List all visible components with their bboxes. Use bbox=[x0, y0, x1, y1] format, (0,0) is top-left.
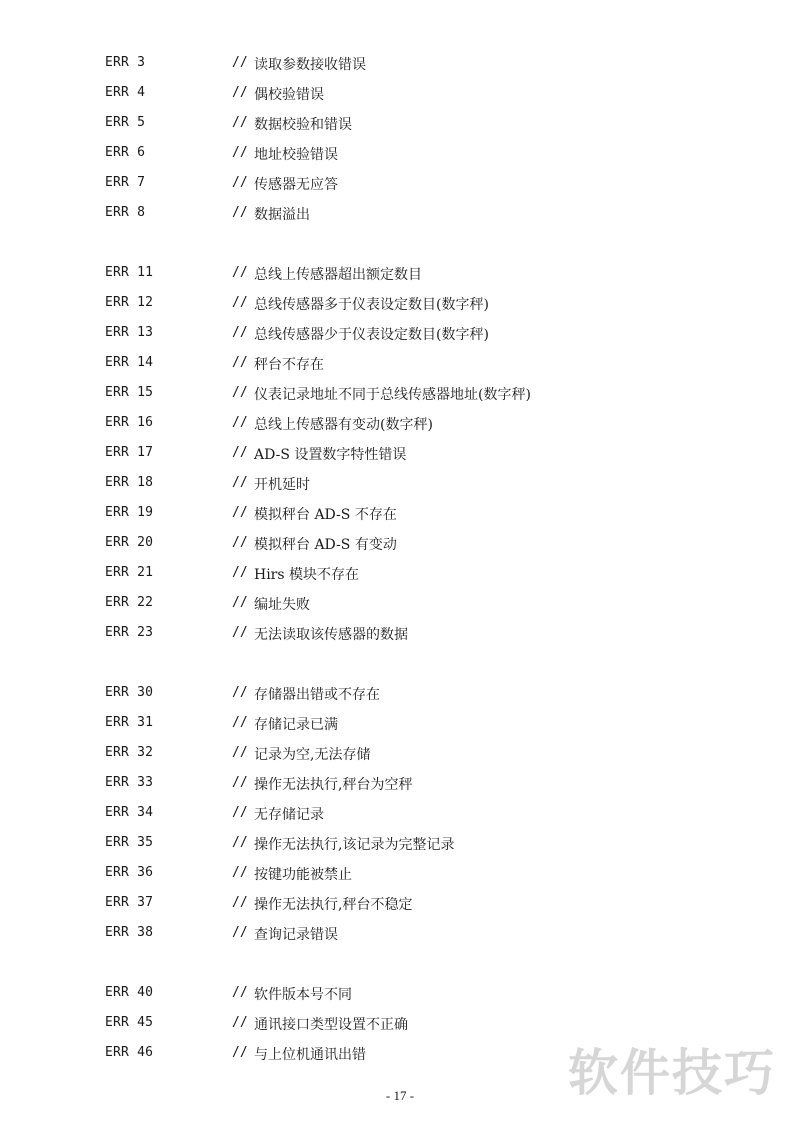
error-row bbox=[0, 258, 800, 288]
error-row bbox=[0, 978, 800, 1008]
comment-separator: // bbox=[232, 985, 248, 1000]
error-row bbox=[0, 48, 800, 78]
error-code: ERR 38 bbox=[105, 925, 154, 940]
error-description: 按键功能被禁止 bbox=[254, 867, 352, 883]
error-row bbox=[0, 588, 800, 618]
comment-separator: // bbox=[232, 355, 248, 370]
error-description: 存储记录已满 bbox=[254, 717, 338, 733]
error-code: ERR 30 bbox=[105, 685, 154, 700]
error-row bbox=[0, 318, 800, 348]
error-description: 仪表记录地址不同于总线传感器地址(数字秤) bbox=[254, 387, 531, 403]
error-description: 编址失败 bbox=[254, 597, 310, 613]
error-code: ERR 8 bbox=[105, 205, 146, 220]
comment-separator: // bbox=[232, 505, 248, 520]
comment-separator: // bbox=[232, 445, 248, 460]
error-code: ERR 12 bbox=[105, 295, 154, 310]
error-description: 秤台不存在 bbox=[254, 357, 324, 373]
error-description: 地址校验错误 bbox=[254, 147, 338, 163]
error-row bbox=[0, 168, 800, 198]
comment-separator: // bbox=[232, 715, 248, 730]
comment-separator: // bbox=[232, 55, 248, 70]
comment-separator: // bbox=[232, 145, 248, 160]
comment-separator: // bbox=[232, 685, 248, 700]
error-description: 数据校验和错误 bbox=[254, 117, 352, 133]
error-row bbox=[0, 438, 800, 468]
comment-separator: // bbox=[232, 175, 248, 190]
error-code: ERR 16 bbox=[105, 415, 154, 430]
error-code: ERR 35 bbox=[105, 835, 154, 850]
comment-separator: // bbox=[232, 295, 248, 310]
error-description: 开机延时 bbox=[254, 477, 310, 493]
error-description: AD-S 设置数字特性错误 bbox=[254, 447, 407, 463]
error-code: ERR 5 bbox=[105, 115, 146, 130]
error-row bbox=[0, 378, 800, 408]
comment-separator: // bbox=[232, 475, 248, 490]
error-description: 总线上传感器有变动(数字秤) bbox=[254, 417, 433, 433]
comment-separator: // bbox=[232, 595, 248, 610]
error-code: ERR 22 bbox=[105, 595, 154, 610]
error-description: 无存储记录 bbox=[254, 807, 324, 823]
error-code: ERR 36 bbox=[105, 865, 154, 880]
error-code: ERR 33 bbox=[105, 775, 154, 790]
error-description: 总线上传感器超出额定数目 bbox=[254, 267, 422, 283]
error-row bbox=[0, 918, 800, 948]
error-code: ERR 37 bbox=[105, 895, 154, 910]
error-row bbox=[0, 858, 800, 888]
error-code: ERR 32 bbox=[105, 745, 154, 760]
comment-separator: // bbox=[232, 745, 248, 760]
error-description: 操作无法执行,该记录为完整记录 bbox=[254, 837, 455, 853]
error-description: 存储器出错或不存在 bbox=[254, 687, 380, 703]
error-description: 传感器无应答 bbox=[254, 177, 338, 193]
error-code: ERR 14 bbox=[105, 355, 154, 370]
comment-separator: // bbox=[232, 1015, 248, 1030]
error-row bbox=[0, 558, 800, 588]
error-code: ERR 11 bbox=[105, 265, 154, 280]
comment-separator: // bbox=[232, 925, 248, 940]
error-description: 操作无法执行,秤台为空秤 bbox=[254, 777, 413, 793]
error-row bbox=[0, 288, 800, 318]
error-code: ERR 18 bbox=[105, 475, 154, 490]
error-code: ERR 13 bbox=[105, 325, 154, 340]
comment-separator: // bbox=[232, 415, 248, 430]
error-code: ERR 4 bbox=[105, 85, 146, 100]
error-description: 模拟秤台 AD-S 有变动 bbox=[254, 537, 397, 553]
error-description: 无法读取该传感器的数据 bbox=[254, 627, 408, 643]
error-description: Hirs 模块不存在 bbox=[254, 567, 360, 583]
comment-separator: // bbox=[232, 265, 248, 280]
error-code: ERR 7 bbox=[105, 175, 146, 190]
error-group bbox=[0, 678, 800, 948]
error-code: ERR 15 bbox=[105, 385, 154, 400]
error-group bbox=[0, 48, 800, 228]
error-code: ERR 17 bbox=[105, 445, 154, 460]
error-code: ERR 21 bbox=[105, 565, 154, 580]
error-code-list bbox=[0, 48, 800, 1098]
comment-separator: // bbox=[232, 115, 248, 130]
error-row bbox=[0, 618, 800, 648]
error-description: 记录为空,无法存储 bbox=[254, 747, 371, 763]
error-code: ERR 23 bbox=[105, 625, 154, 640]
error-row bbox=[0, 528, 800, 558]
error-code: ERR 19 bbox=[105, 505, 154, 520]
error-description: 数据溢出 bbox=[254, 207, 310, 223]
error-description: 查询记录错误 bbox=[254, 927, 338, 943]
error-description: 偶校验错误 bbox=[254, 87, 324, 103]
error-description: 总线传感器多于仪表设定数目(数字秤) bbox=[254, 297, 489, 313]
comment-separator: // bbox=[232, 565, 248, 580]
comment-separator: // bbox=[232, 895, 248, 910]
comment-separator: // bbox=[232, 85, 248, 100]
error-code: ERR 3 bbox=[105, 55, 146, 70]
comment-separator: // bbox=[232, 385, 248, 400]
error-row bbox=[0, 78, 800, 108]
comment-separator: // bbox=[232, 625, 248, 640]
error-row bbox=[0, 498, 800, 528]
error-code: ERR 31 bbox=[105, 715, 154, 730]
error-code: ERR 40 bbox=[105, 985, 154, 1000]
error-code: ERR 6 bbox=[105, 145, 146, 160]
error-row bbox=[0, 888, 800, 918]
error-group bbox=[0, 258, 800, 648]
comment-separator: // bbox=[232, 865, 248, 880]
error-row bbox=[0, 108, 800, 138]
error-description: 操作无法执行,秤台不稳定 bbox=[254, 897, 413, 913]
error-row bbox=[0, 738, 800, 768]
error-description: 总线传感器少于仪表设定数目(数字秤) bbox=[254, 327, 489, 343]
error-row bbox=[0, 768, 800, 798]
error-row bbox=[0, 828, 800, 858]
watermark: 软件技巧 bbox=[568, 1044, 776, 1102]
page-number: - 17 - bbox=[385, 1088, 415, 1103]
error-row bbox=[0, 798, 800, 828]
error-row bbox=[0, 138, 800, 168]
error-row bbox=[0, 468, 800, 498]
error-description: 模拟秤台 AD-S 不存在 bbox=[254, 507, 397, 523]
comment-separator: // bbox=[232, 805, 248, 820]
error-row bbox=[0, 198, 800, 228]
error-row bbox=[0, 408, 800, 438]
error-description: 通讯接口类型设置不正确 bbox=[254, 1017, 408, 1033]
comment-separator: // bbox=[232, 835, 248, 850]
error-description: 读取参数接收错误 bbox=[254, 57, 366, 73]
error-code: ERR 46 bbox=[105, 1045, 154, 1060]
error-row bbox=[0, 678, 800, 708]
comment-separator: // bbox=[232, 205, 248, 220]
comment-separator: // bbox=[232, 535, 248, 550]
error-row bbox=[0, 708, 800, 738]
error-description: 与上位机通讯出错 bbox=[254, 1047, 366, 1063]
error-code: ERR 45 bbox=[105, 1015, 154, 1030]
error-code: ERR 20 bbox=[105, 535, 154, 550]
error-row bbox=[0, 348, 800, 378]
error-code: ERR 34 bbox=[105, 805, 154, 820]
error-description: 软件版本号不同 bbox=[254, 987, 352, 1003]
comment-separator: // bbox=[232, 775, 248, 790]
comment-separator: // bbox=[232, 325, 248, 340]
comment-separator: // bbox=[232, 1045, 248, 1060]
